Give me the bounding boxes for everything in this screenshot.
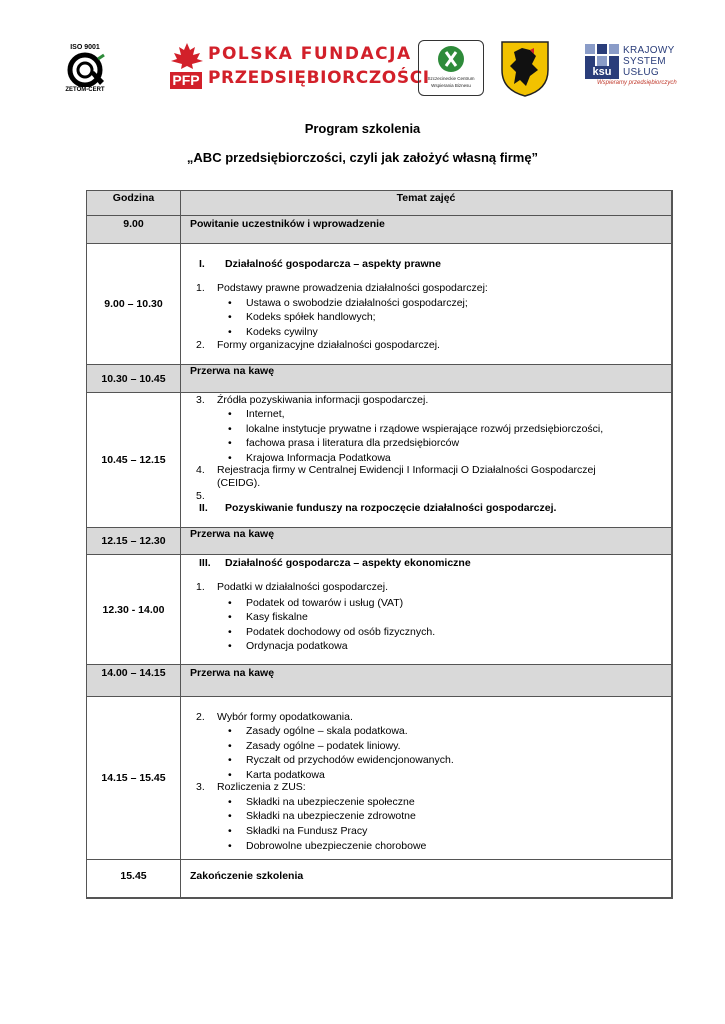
pfp-logo — [170, 40, 430, 94]
ksu-grid-icon — [585, 44, 619, 66]
bullet-item: Ustawa o swobodzie działalności gospodarczej; — [246, 297, 468, 309]
bullet-icon: • — [228, 640, 232, 652]
table-row-topic: Przerwa na kawę — [181, 528, 672, 555]
list-item: Rejestracja firmy w Centralnej Ewidencji I Informacji O Działalności Gospodarczej — [217, 464, 596, 476]
list-number: 1. — [196, 581, 205, 593]
table-row-topic: Przerwa na kawę — [181, 365, 672, 393]
list-number: 5. — [196, 490, 205, 502]
table-row-time: 9.00 – 10.30 — [87, 244, 181, 365]
griffin-coat-of-arms — [500, 40, 550, 98]
table-row-time: 12.30 - 14.00 — [87, 555, 181, 665]
page-subtitle: „ABC przedsiębiorczości, czyli jak założyć własną firmę” — [186, 150, 539, 165]
bullet-icon: • — [228, 810, 232, 822]
table-header-topic: Temat zajęć — [181, 191, 672, 216]
list-item: Podatki w działalności gospodarczej. — [217, 581, 389, 593]
bullet-item: Kodeks cywilny — [246, 326, 318, 338]
list-item: Formy organizacyjne działalności gospodarczej. — [217, 339, 440, 351]
table-row-time: 15.45 — [87, 860, 181, 898]
bullet-icon: • — [228, 769, 232, 781]
list-item: Wybór formy opodatkowania. — [217, 711, 353, 723]
bullet-icon: • — [228, 408, 232, 420]
section-number: III. — [199, 557, 211, 569]
bullet-item: Krajowa Informacja Podatkowa — [246, 452, 391, 464]
table-row-time: 10.30 – 10.45 — [87, 365, 181, 393]
list-number: 4. — [196, 464, 205, 476]
ksu-logo — [585, 44, 685, 94]
list-number: 2. — [196, 711, 205, 723]
bullet-item: Ordynacja podatkowa — [246, 640, 348, 652]
bullet-icon: • — [228, 452, 232, 464]
griffin-shield-icon — [500, 40, 550, 98]
list-item: Podstawy prawne prowadzenia działalności gospodarczej: — [217, 282, 488, 294]
list-item: Rozliczenia z ZUS: — [217, 781, 306, 793]
table-row-time: 10.45 – 12.15 — [87, 393, 181, 528]
pfp-name-line2: PRZEDSIĘBIORCZOŚCI — [208, 68, 430, 88]
zetom-cert-icon — [60, 51, 110, 87]
bullet-icon: • — [228, 326, 232, 338]
ksu-name-line2: SYSTEM — [623, 56, 666, 67]
pfp-abbr: PFP — [170, 72, 202, 89]
bullet-item: Kasy fiskalne — [246, 611, 308, 623]
bullet-item: Zasady ogólne – skala podatkowa. — [246, 725, 408, 737]
table-row-time: 14.15 – 15.45 — [87, 697, 181, 860]
ksu-abbr: ksu — [585, 66, 619, 79]
bullet-icon: • — [228, 754, 232, 766]
bullet-item: Podatek od towarów i usług (VAT) — [246, 597, 404, 609]
section-number: I. — [199, 258, 205, 270]
bullet-icon: • — [228, 626, 232, 638]
scwb-emblem-icon — [436, 44, 466, 74]
bullet-icon: • — [228, 840, 232, 852]
table-row-topic: Powitanie uczestników i wprowadzenie — [181, 216, 672, 244]
bullet-item: Internet, — [246, 408, 285, 420]
table-row-topic: Przerwa na kawę — [181, 665, 672, 697]
table-header-time: Godzina — [87, 191, 181, 216]
list-number: 3. — [196, 394, 205, 406]
ksu-name-line3: USŁUG — [623, 67, 659, 78]
bullet-item: Karta podatkowa — [246, 769, 325, 781]
section-number: II. — [199, 502, 208, 514]
table-row-time: 14.00 – 14.15 — [87, 665, 181, 697]
bullet-item: Składki na Fundusz Pracy — [246, 825, 368, 837]
bullet-item: Kodeks spółek handlowych; — [246, 311, 376, 323]
zetom-label: ZETOM-CERT — [65, 87, 105, 93]
pfp-name-line1: POLSKA FUNDACJA — [208, 44, 412, 64]
bullet-icon: • — [228, 423, 232, 435]
bullet-item: Podatek dochodowy od osób fizycznych. — [246, 626, 436, 638]
section-heading: Pozyskiwanie funduszy na rozpoczęcie działalności gospodarczej. — [225, 502, 557, 514]
ksu-slogan: Wspieramy przedsiębiorczych — [597, 80, 677, 86]
iso-label: ISO 9001 — [70, 44, 100, 51]
bullet-item: fachowa prasa i literatura dla przedsiębiorców — [246, 437, 460, 449]
bullet-item: Składki na ubezpieczenie społeczne — [246, 796, 415, 808]
bullet-icon: • — [228, 825, 232, 837]
bullet-icon: • — [228, 597, 232, 609]
bullet-icon: • — [228, 796, 232, 808]
bullet-item: Ryczałt od przychodów ewidencjonowanych. — [246, 754, 454, 766]
table-row-time: 9.00 — [87, 216, 181, 244]
scwb-name-line1: Szczecineckie Centrum — [427, 76, 475, 81]
bullet-item: Składki na ubezpieczenie zdrowotne — [246, 810, 416, 822]
bullet-item: lokalne instytucje prywatne i rządowe wspierające rozwój przedsiębiorczości, — [246, 423, 604, 435]
maple-leaf-icon — [170, 42, 204, 70]
bullet-item: Zasady ogólne – podatek liniowy. — [246, 740, 401, 752]
scwb-name-line2: Wspierania Biznesu — [431, 83, 471, 88]
section-heading: Działalność gospodarcza – aspekty ekonomiczne — [225, 557, 471, 569]
list-number: 1. — [196, 282, 205, 294]
ksu-name-line1: KRAJOWY — [623, 45, 675, 56]
list-item-continuation: (CEIDG). — [217, 477, 261, 489]
table-row-topic: Zakończenie szkolenia — [181, 860, 672, 898]
bullet-icon: • — [228, 437, 232, 449]
bullet-icon: • — [228, 740, 232, 752]
bullet-icon: • — [228, 611, 232, 623]
list-number: 2. — [196, 339, 205, 351]
bullet-icon: • — [228, 311, 232, 323]
iso-logo — [60, 44, 110, 100]
scwb-logo — [418, 40, 484, 96]
list-number: 3. — [196, 781, 205, 793]
section-heading: Działalność gospodarcza – aspekty prawne — [225, 258, 441, 270]
bullet-item: Dobrowolne ubezpieczenie chorobowe — [246, 840, 427, 852]
page-title: Program szkolenia — [304, 121, 421, 136]
table-row-time: 12.15 – 12.30 — [87, 528, 181, 555]
bullet-icon: • — [228, 725, 232, 737]
list-item: Źródła pozyskiwania informacji gospodarczej. — [217, 394, 429, 406]
bullet-icon: • — [228, 297, 232, 309]
